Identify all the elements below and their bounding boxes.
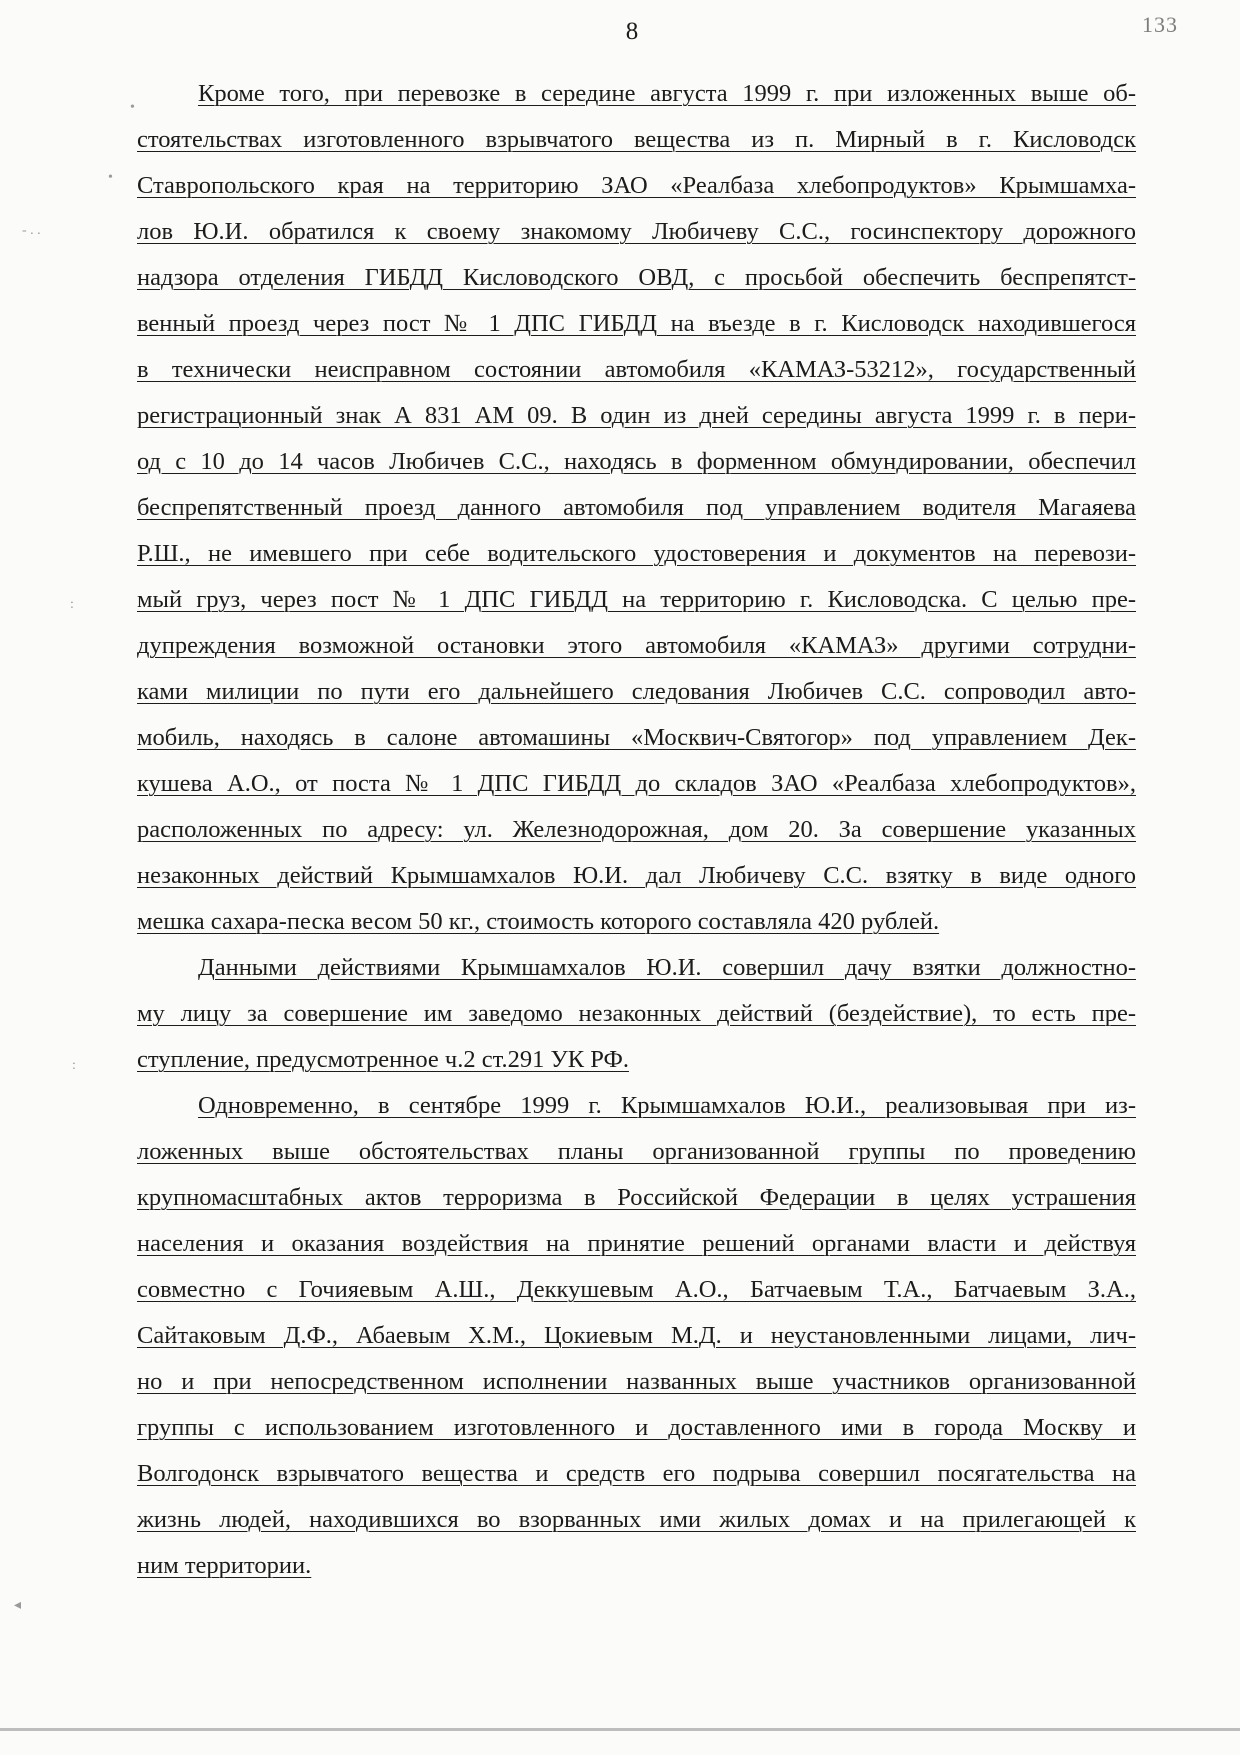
text-line: лов Ю.И. обратился к своему знакомому Любичеву С.С., госинспектору дорожного xyxy=(137,218,1136,245)
text-line: населения и оказания воздействия на принятие решений органами власти и действуя xyxy=(137,1230,1136,1257)
text-line: совместно с Гочияевым А.Ш., Деккушевым А.О., Батчаевым Т.А., Батчаевым З.А., xyxy=(137,1276,1136,1303)
text-line: регистрационный знак А 831 АМ 09. В один из дней середины августа 1999 г. в пери- xyxy=(137,402,1136,429)
text-line: в технически неисправном состоянии автомобиля «КАМАЗ-53212», государственный xyxy=(137,356,1136,383)
text-line: стоятельствах изготовленного взрывчатого вещества из п. Мирный в г. Кисловодск xyxy=(137,126,1136,153)
text-line: беспрепятственный проезд данного автомобиля под управлением водителя Магаяева xyxy=(137,494,1136,521)
text-line: мобиль, находясь в салоне автомашины «Москвич-Святогор» под управлением Дек- xyxy=(137,724,1136,751)
text-line: му лицу за совершение им заведомо незаконных действий (бездействие), то есть пре- xyxy=(137,1000,1136,1027)
scan-mark: : xyxy=(72,1058,76,1073)
scan-mark: - . . xyxy=(22,223,41,238)
text-line: Волгодонск взрывчатого вещества и средств его подрыва совершил посягательства на xyxy=(137,1460,1136,1487)
text-line: ним территории. xyxy=(137,1552,312,1579)
page-number: 8 xyxy=(625,18,639,45)
text-line: кушева А.О., от поста № 1 ДПС ГИБДД до складов ЗАО «Реалбаза хлебопродуктов», xyxy=(137,770,1136,797)
text-line: Ставропольского края на территорию ЗАО «Реалбаза хлебопродуктов» Крымшамха- xyxy=(137,172,1136,199)
text-line: но и при непосредственном исполнении названных выше участников организованной xyxy=(137,1368,1136,1395)
text-line: ступление, предусмотренное ч.2 ст.291 УК РФ. xyxy=(137,1046,629,1073)
text-line: надзора отделения ГИБДД Кисловодского ОВД, с просьбой обеспечить беспрепятст- xyxy=(137,264,1136,291)
scan-mark: • xyxy=(108,170,113,185)
scan-edge xyxy=(0,1728,1240,1731)
text-line: жизнь людей, находившихся во взорванных ими жилых домах и на прилегающей к xyxy=(137,1506,1136,1533)
text-line: Сайтаковым Д.Ф., Абаевым Х.М., Цокиевым М.Д. и неустановленными лицами, лич- xyxy=(137,1322,1136,1349)
text-line: Данными действиями Крымшамхалов Ю.И. совершил дачу взятки должностно- xyxy=(198,954,1136,981)
scan-mark: : xyxy=(70,597,74,612)
text-line: мешка сахара-песка весом 50 кг., стоимость которого составляла 420 рублей. xyxy=(137,908,940,935)
text-line: расположенных по адресу: ул. Железнодорожная, дом 20. За совершение указанных xyxy=(137,816,1136,843)
archive-stamp: 133 xyxy=(1142,12,1178,37)
text-line: Р.Ш., не имевшего при себе водительского удостоверения и документов на перевози- xyxy=(137,540,1136,567)
text-line: мый груз, через пост № 1 ДПС ГИБДД на территорию г. Кисловодска. С целью пре- xyxy=(137,586,1136,613)
text-line: Кроме того, при перевозке в середине августа 1999 г. при изложенных выше об- xyxy=(198,80,1136,107)
text-line: крупномасштабных актов терроризма в Российской Федерации в целях устрашения xyxy=(137,1184,1136,1211)
text-line: группы с использованием изготовленного и доставленного ими в города Москву и xyxy=(137,1414,1136,1441)
scan-mark: ◂ xyxy=(14,1598,22,1613)
text-line: дупреждения возможной остановки этого автомобиля «КАМАЗ» другими сотрудни- xyxy=(137,632,1136,659)
text-line: Одновременно, в сентябре 1999 г. Крымшамхалов Ю.И., реализовывая при из- xyxy=(198,1092,1136,1119)
text-line: ками милиции по пути его дальнейшего следования Любичев С.С. сопроводил авто- xyxy=(137,678,1136,705)
text-line: ложенных выше обстоятельствах планы организованной группы по проведению xyxy=(137,1138,1136,1165)
text-line: венный проезд через пост № 1 ДПС ГИБДД на въезде в г. Кисловодск находившегося xyxy=(137,310,1136,337)
text-line: од с 10 до 14 часов Любичев С.С., находясь в форменном обмундировании, обеспечил xyxy=(137,448,1136,475)
scan-mark: • xyxy=(130,100,135,115)
text-line: незаконных действий Крымшамхалов Ю.И. дал Любичеву С.С. взятку в виде одного xyxy=(137,862,1136,889)
